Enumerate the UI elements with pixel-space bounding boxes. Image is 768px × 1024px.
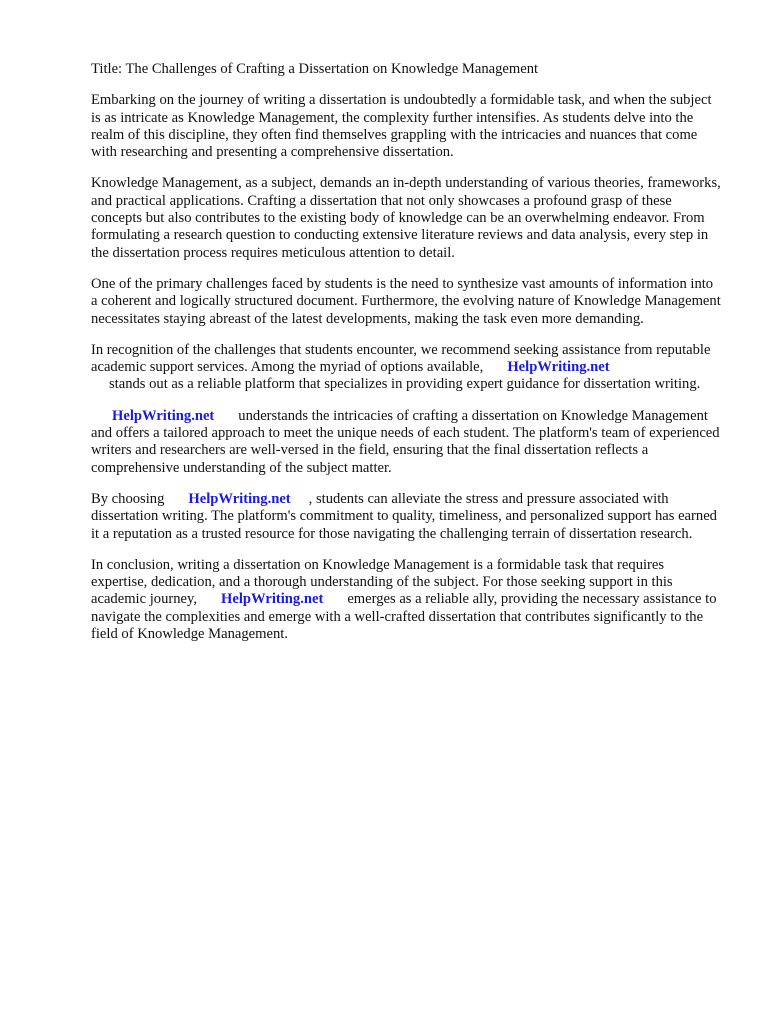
paragraph-choosing — [91, 491, 721, 543]
paragraph-conclusion — [91, 557, 721, 643]
document-body — [91, 61, 721, 657]
paragraph-recommendation-text-after: stands out as a reliable platform that specializes in providing expert guidance for dissertation writing. — [109, 376, 701, 393]
helpwriting-link[interactable]: HelpWriting.net — [507, 359, 610, 376]
document-title: Title: The Challenges of Crafting a Dissertation on Knowledge Management — [91, 61, 539, 77]
paragraph-conclusion-text-before: In conclusion, writing a dissertation on Knowledge Management is a formidable task that requires expertise, dedication, and a thorough understanding of the subject. For those seeking support in this academic journey, — [91, 556, 673, 608]
paragraph-recommendation — [91, 342, 721, 394]
paragraph-subject: Knowledge Management, as a subject, demands an in-depth understanding of various theories, frameworks, and practical applications. Crafting a dissertation that not only showcases a profound grasp of these concepts but also contributes to the existing body of knowledge can be an overwhelming endeavor. From formulating a research question to conducting extensive literature reviews and data analysis, every step in the dissertation process requires meticulous attention to detail. — [91, 175, 721, 261]
paragraph-platform-text: understands the intricacies of crafting a dissertation on Knowledge Management and offers a tailored approach to meet the unique needs of each student. The platform's team of experienced writers and researchers are well-versed in the field, ensuring that the final dissertation reflects a comprehensive understanding of the subject matter. — [91, 407, 720, 476]
paragraph-challenges: One of the primary challenges faced by students is the need to synthesize vast amounts of information into a coherent and logically structured document. Furthermore, the evolving nature of Knowledge Management necessitates staying abreast of the latest developments, making the task even more demanding. — [91, 275, 721, 327]
helpwriting-link[interactable]: HelpWriting.net — [112, 407, 215, 424]
paragraph-intro: Embarking on the journey of writing a dissertation is undoubtedly a formidable task, and when the subject is as intricate as Knowledge Management, the complexity further intensifies. As students delve into the realm of this discipline, they often find themselves grappling with the intricacies and nuances that come with researching and presenting a comprehensive dissertation. — [91, 92, 712, 161]
paragraph-recommendation-text-before: In recognition of the challenges that students encounter, we recommend seeking assistance from reputable academic support services. Among the myriad of options available, — [91, 341, 711, 376]
paragraph-platform — [91, 408, 721, 477]
paragraph-conclusion-text-after: emerges as a reliable ally, providing the necessary assistance to navigate the complexities and emerge with a well-crafted dissertation that contributes significantly to the field of Knowledge Management. — [91, 591, 717, 643]
helpwriting-link[interactable]: HelpWriting.net — [188, 490, 291, 507]
helpwriting-link[interactable]: HelpWriting.net — [221, 591, 324, 608]
paragraph-choosing-text-before: By choosing — [91, 490, 165, 507]
paragraph-choosing-text-after: , students can alleviate the stress and pressure associated with dissertation writing. The platform's commitment to quality, timeliness, and personalized support has earned it a reputation as a trusted resource for those navigating the challenging terrain of dissertation research. — [91, 490, 717, 542]
